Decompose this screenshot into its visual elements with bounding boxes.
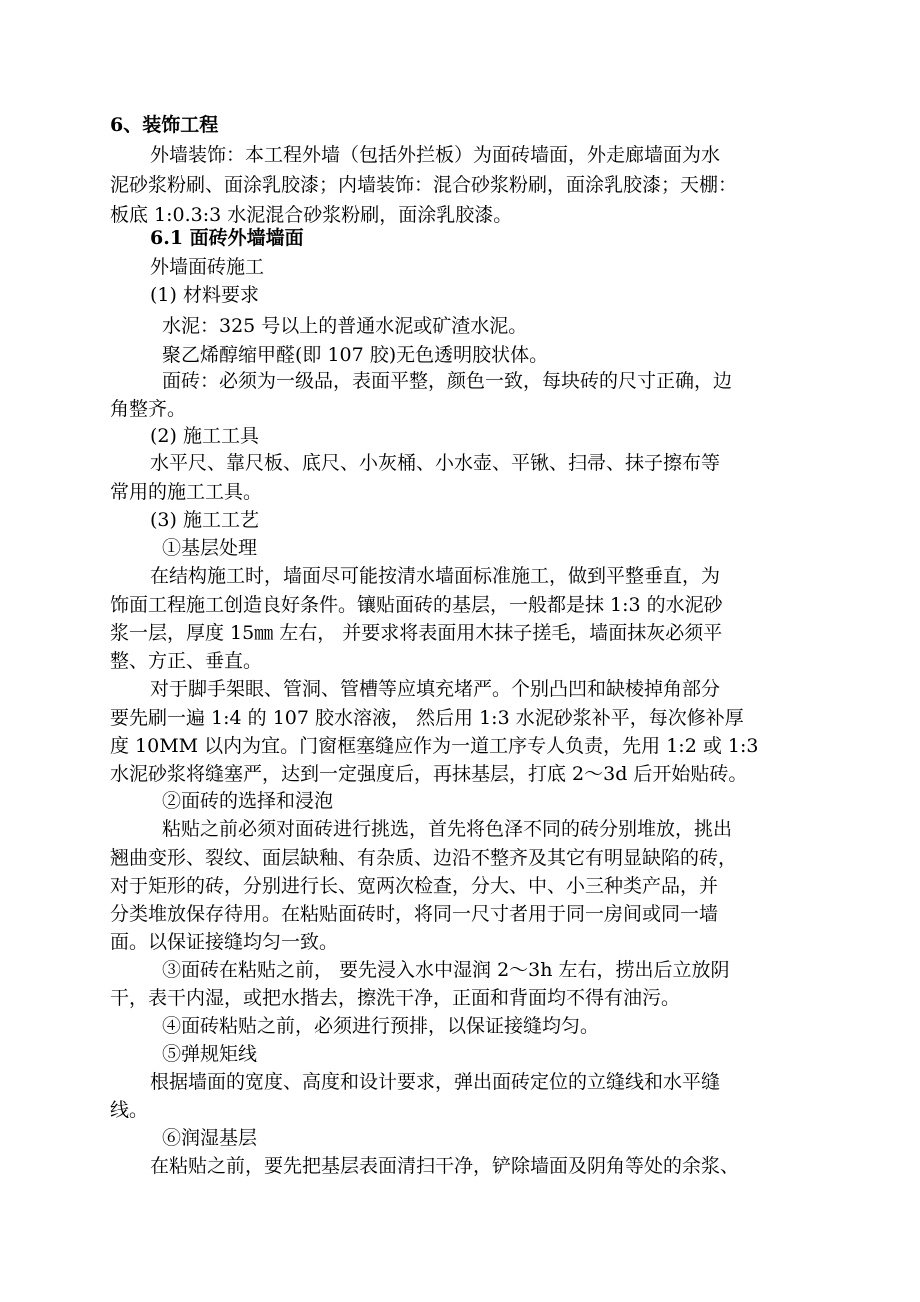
section-heading: 6、装饰工程 [110,114,219,136]
step6-para-line: 在粘贴之前，要先把基层表面清扫干净，铲除墙面及阴角等处的余浆、 [150,1155,740,1177]
materials-tile-line: 面砖：必须为一级品，表面平整，颜色一致，每块砖的尺寸正确，边 [162,370,733,392]
step2-para-line: 翘曲变形、裂纹、面层缺釉、有杂质、边沿不整齐及其它有明显缺陷的砖， [110,847,738,869]
tools-line: 水平尺、靠尺板、底尺、小灰桶、小水壶、平锹、扫帚、抹子擦布等 [150,452,721,474]
intro-line: 泥砂浆粉刷、面涂乳胶漆；内墙装饰：混合砂浆粉刷，面涂乳胶漆；天棚： [110,174,738,196]
step1-para1-line: 饰面工程施工创造良好条件。镶贴面砖的基层，一般都是抹 1:3 的水泥砂 [110,594,723,616]
step1-para2-line: 对于脚手架眼、管洞、管槽等应填充堵严。个别凸凹和缺棱掉角部分 [150,678,721,700]
process-heading: (3) 施工工艺 [150,509,259,531]
step1-para2-line: 度 10MM 以内为宜。门窗框塞缝应作为一道工序专人负责，先用 1:2 或 1:3 [110,735,759,757]
tools-line: 常用的施工工具。 [110,481,263,503]
step5-heading: ⑤弹规矩线 [162,1043,258,1065]
step2-para-line: 分类堆放保存待用。在粘贴面砖时，将同一尺寸者用于同一房间或同一墙 [110,903,719,925]
step2-para-line: 粘贴之前必须对面砖进行挑选，首先将色泽不同的砖分别堆放，挑出 [162,818,733,840]
materials-cement: 水泥：325 号以上的普通水泥或矿渣水泥。 [162,315,528,337]
step2-heading: ②面砖的选择和浸泡 [162,790,334,812]
step4-line: ④面砖粘贴之前，必须进行预排，以保证接缝均匀。 [162,1015,600,1037]
step1-para2-line: 水泥砂浆将缝塞严，达到一定强度后，再抹基层，打底 2～3d 后开始贴砖。 [110,763,748,785]
step3-line: ③面砖在粘贴之前， 要先浸入水中湿润 2～3h 左右，捞出后立放阴 [162,959,730,981]
tools-heading: (2) 施工工具 [150,425,259,447]
step2-para-line: 对于矩形的砖，分别进行长、宽两次检查，分大、中、小三种类产品，并 [110,875,719,897]
step3-line: 干，表干内湿，或把水揩去，擦洗干净，正面和背面均不得有油污。 [110,987,681,1009]
step5-para-line: 根据墙面的宽度、高度和设计要求，弹出面砖定位的立缝线和水平缝 [150,1071,721,1093]
intro-line: 外墙装饰：本工程外墙（包括外拦板）为面砖墙面，外走廊墙面为水 [150,144,721,166]
subsection-heading: 6.1 面砖外墙墙面 [150,227,304,249]
subtitle: 外墙面砖施工 [150,256,265,278]
materials-heading: (1) 材料要求 [150,284,259,306]
step1-para2-line: 要先刷一遍 1:4 的 107 胶水溶液， 然后用 1:3 水泥砂浆补平，每次修补厚 [110,707,744,729]
step1-para1-line: 整、方正、垂直。 [110,650,263,672]
step1-para1-line: 浆一层，厚度 15㎜ 左右， 并要求将表面用木抹子搓毛，墙面抹灰必须平 [110,622,723,644]
step1-heading: ①基层处理 [162,537,258,559]
step5-para-line: 线。 [110,1099,149,1121]
step1-para1-line: 在结构施工时，墙面尽可能按清水墙面标准施工，做到平整垂直，为 [150,565,721,587]
materials-glue: 聚乙烯醇缩甲醛(即 107 胶)无色透明胶状体。 [162,344,549,366]
materials-tile-line: 角整齐。 [110,398,187,420]
intro-line: 板底 1:0.3:3 水泥混合砂浆粉刷，面涂乳胶漆。 [110,204,513,226]
step2-para-line: 面。以保证接缝均匀一致。 [110,931,339,953]
step6-heading: ⑥润湿基层 [162,1127,258,1149]
